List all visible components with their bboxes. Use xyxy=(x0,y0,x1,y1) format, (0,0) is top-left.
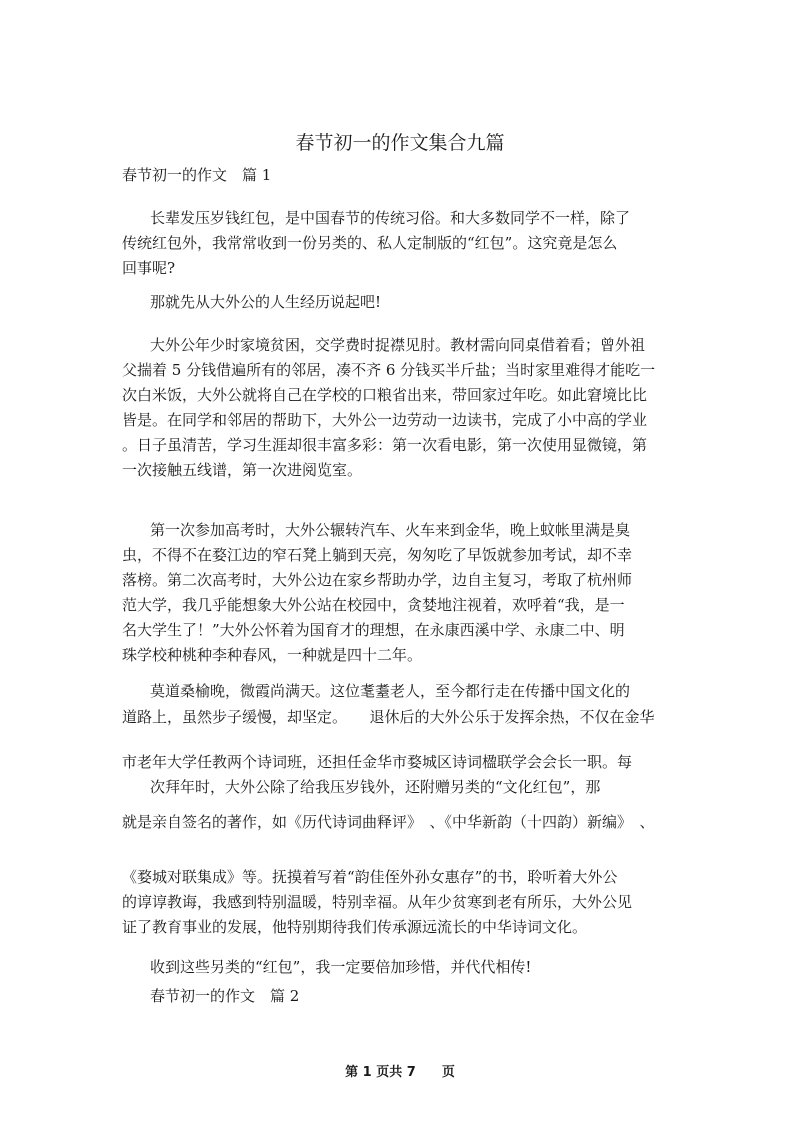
page-title: 春节初一的作文集合九篇 xyxy=(295,132,505,154)
paragraph-line: 大外公年少时家境贫困，交学费时捉襟见肘。教材需向同桌借着看；曾外祖 xyxy=(150,336,646,354)
paragraph-line: 就是亲自签名的著作，如《历代诗词曲释评》 、《中华新韵（十四韵）新编》 、 xyxy=(122,813,655,831)
paragraph-line: 市老年大学任教两个诗词班，还担任金华市婺城区诗词楹联学会会长一职。每 xyxy=(122,753,633,771)
paragraph-line: 回事呢? xyxy=(122,259,176,277)
paragraph-line: 范大学，我几乎能想象大外公站在校园中，贪婪地注视着，欢呼着“我，是一 xyxy=(122,596,625,614)
section-heading: 春节初一的作文 篇 1 xyxy=(122,166,272,184)
paragraph-line: 收到这些另类的“红包”，我一定要倍加珍惜，并代代相传! xyxy=(150,958,532,976)
paragraph-line: 莫道桑榆晚，微霞尚满天。这位耄耋老人，至今都行走在传播中国文化的 xyxy=(150,682,631,700)
page-footer: 第 1 页共 7 页 xyxy=(345,1065,455,1080)
paragraph-line: 虫，不得不在婺江边的窄石凳上躺到天亮，匆匆吃了早饭就参加考试，却不幸 xyxy=(122,546,633,564)
paragraph-line: 父揣着 5 分钱借遍所有的邻居，凑不齐 6 分钱买半斤盐；当时家里难得才能吃一 xyxy=(122,361,656,379)
paragraph-line: 名大学生了！”大外公怀着为国育才的理想，在永康西溪中学、永康二中、明 xyxy=(122,621,625,639)
paragraph-line: 一次接触五线谱，第一次进阅览室。 xyxy=(122,461,363,479)
paragraph-line: 证了教育事业的发展，他特别期待我们传承源远流长的中华诗词文化。 xyxy=(122,918,588,936)
section-heading: 春节初一的作文 篇 2 xyxy=(150,987,300,1005)
paragraph-line: 次白米饭，大外公就将自己在学校的口粮省出来，带回家过年吃。如此窘境比比 xyxy=(122,386,648,404)
paragraph-line: 传统红包外，我常常收到一份另类的、私人定制版的“红包”。这究竟是怎么 xyxy=(122,234,618,252)
paragraph-line: 那就先从大外公的人生经历说起吧! xyxy=(150,293,382,311)
paragraph-line: 。日子虽清苦，学习生涯却很丰富多彩：第一次看电影，第一次使用显微镜，第 xyxy=(122,436,648,454)
paragraph-line: 次拜年时，大外公除了给我压岁钱外，还附赠另类的“文化红包”，那 xyxy=(150,778,601,796)
paragraph-line: 第一次参加高考时，大外公辗转汽车、火车来到金华，晚上蚊帐里满是臭 xyxy=(150,521,631,539)
paragraph-line: 长辈发压岁钱红包，是中国春节的传统习俗。和大多数同学不一样，除了 xyxy=(150,209,631,227)
paragraph-line: 的谆谆教诲，我感到特别温暖，特别幸福。从年少贫寒到老有所乐，大外公见 xyxy=(122,893,633,911)
paragraph-line: 珠学校种桃种李种春风，一种就是四十二年。 xyxy=(122,646,423,664)
paragraph-line: 落榜。第二次高考时，大外公边在家乡帮助办学，边自主复习，考取了杭州师 xyxy=(122,571,633,589)
paragraph-line: 《婺城对联集成》等。抚摸着写着“韵佳侄外孙女惠存”的书，聆听着大外公 xyxy=(122,868,618,886)
paragraph-line: 道路上，虽然步子缓慢，却坚定。 退休后的大外公乐于发挥余热，不仅在金华 xyxy=(122,708,655,726)
paragraph-line: 皆是。在同学和邻居的帮助下，大外公一边劳动一边读书，完成了小中高的学业 xyxy=(122,411,648,429)
